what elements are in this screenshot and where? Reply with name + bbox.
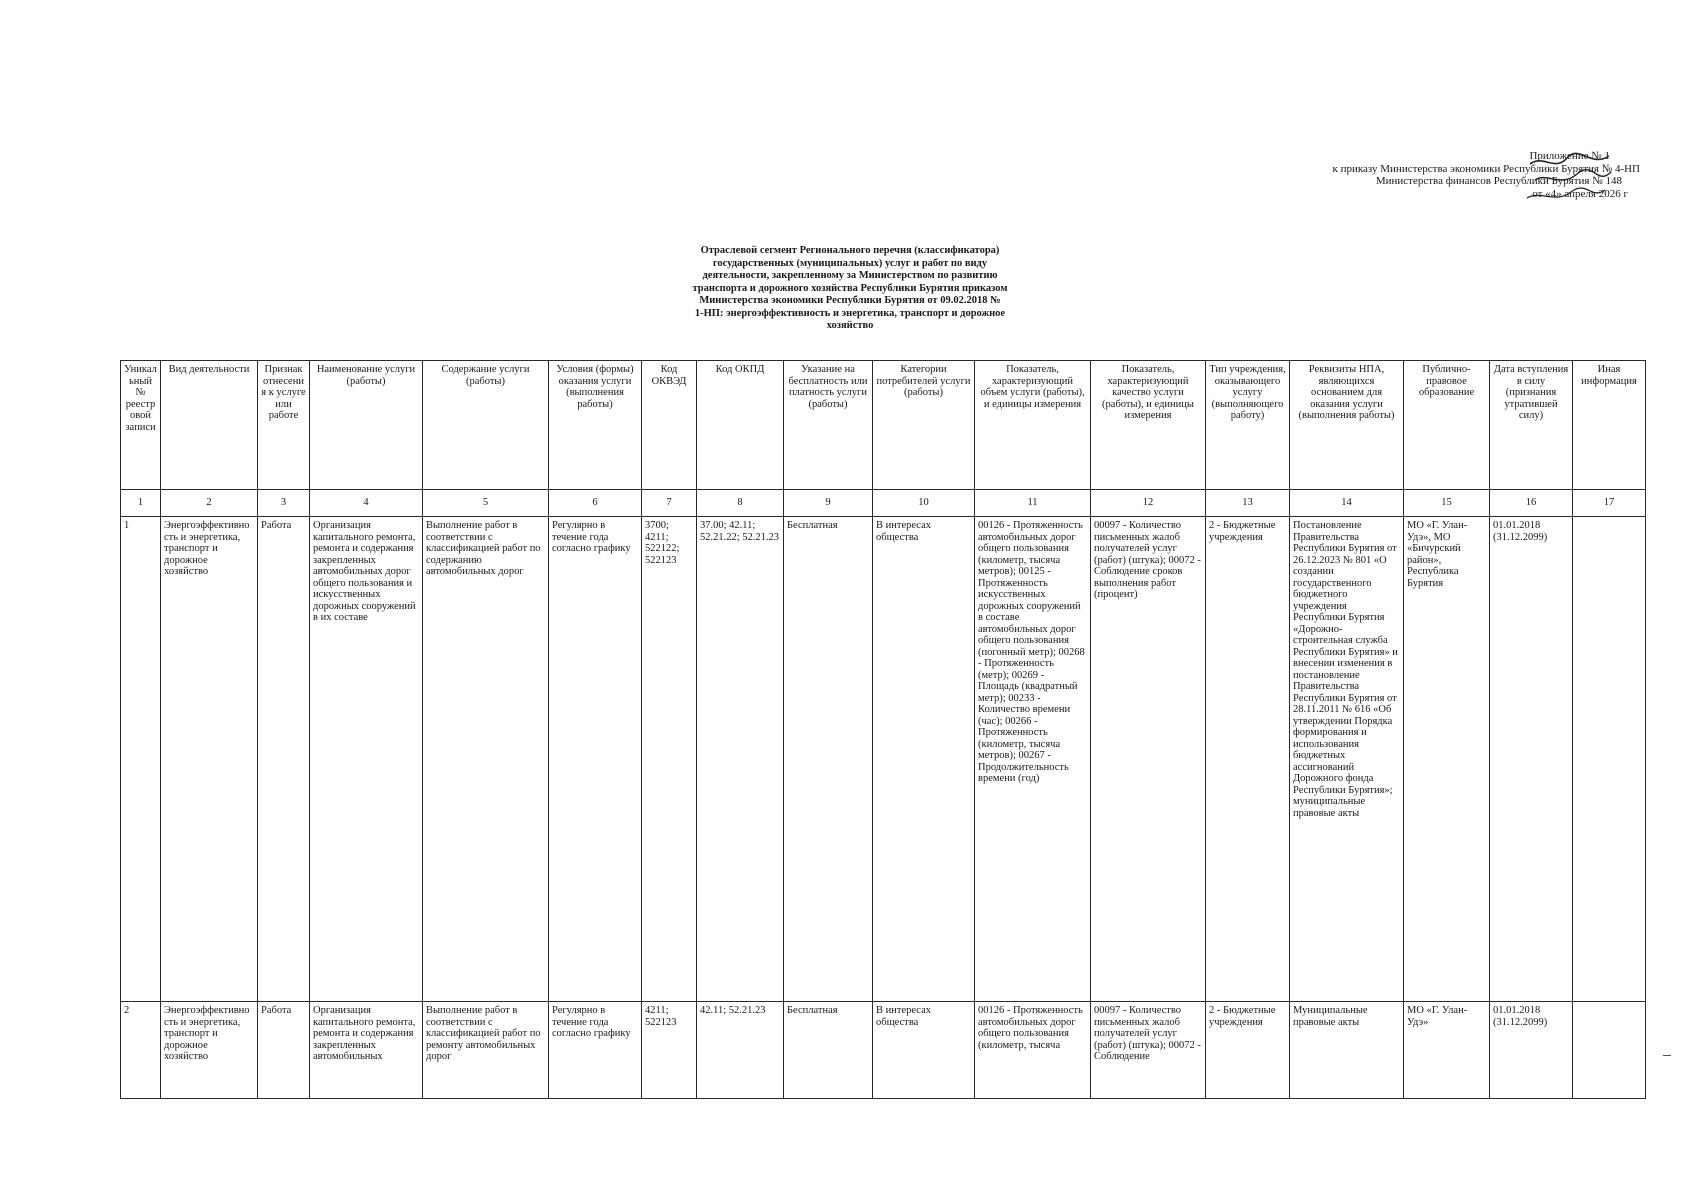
header-cell: Код ОКПД [697, 361, 784, 490]
header-cell: Публично-правовое образование [1404, 361, 1490, 490]
table-cell: 3700; 4211; 522122; 522123 [642, 517, 697, 1002]
column-number: 13 [1206, 490, 1290, 517]
header-cell: Вид деятельности [161, 361, 258, 490]
table-cell [1573, 517, 1646, 1002]
table-cell: Выполнение работ в соответствии с классификацией работ по содержанию автомобильных дорог [423, 517, 549, 1002]
table-cell: В интересах общества [873, 1002, 975, 1099]
document-title [650, 245, 1050, 333]
table-cell: 1 [121, 517, 161, 1002]
appendix-order-economy: к приказу Министерства экономики Республики Бурятия № 4-НП [1332, 162, 1640, 175]
title-line: транспорта и дорожного хозяйства Республики Бурятия приказом [692, 282, 1008, 294]
column-number: 17 [1573, 490, 1646, 517]
column-number: 6 [549, 490, 642, 517]
table-cell: Энергоэффективность и энергетика, транспорт и дорожное хозяйство [161, 1002, 258, 1099]
column-number: 1 [121, 490, 161, 517]
table-cell: МО «Г. Улан-Удэ», МО «Бичурский район», Республика Бурятия [1404, 517, 1490, 1002]
handwritten-signature [1525, 150, 1615, 210]
table-cell: 4211; 522123 [642, 1002, 697, 1099]
table-cell: Регулярно в течение года согласно графику [549, 1002, 642, 1099]
title-line: Отраслевой сегмент Регионального перечня (классификатора) [700, 245, 1000, 256]
table-cell: Бесплатная [784, 517, 873, 1002]
table-cell: Организация капитального ремонта, ремонта и содержания закрепленных автомобильных дорог общего пользования и искусственных дорожных сооружений в их составе [310, 517, 423, 1002]
table-cell: 00097 - Количество письменных жалоб получателей услуг (работ) (штука); 00072 - Соблюдение [1091, 1002, 1206, 1099]
header-cell: Показатель, характеризующий объем услуги (работы), и единицы измерения [975, 361, 1091, 490]
title-line: государственных (муниципальных) услуг и работ по виду [712, 257, 988, 269]
table-row [121, 1002, 1646, 1099]
title-line: 1-НП: энергоэффективность и энергетика, транспорт и дорожное [694, 307, 1006, 319]
column-number: 5 [423, 490, 549, 517]
table-cell: Работа [258, 517, 310, 1002]
table-cell: МО «Г. Улан-Удэ» [1404, 1002, 1490, 1099]
header-cell: Показатель, характеризующий качество услуги (работы), и единицы измерения [1091, 361, 1206, 490]
table-cell: 2 [121, 1002, 161, 1099]
column-number: 12 [1091, 490, 1206, 517]
header-cell: Категории потребителей услуги (работы) [873, 361, 975, 490]
table-cell: 2 - Бюджетные учреждения [1206, 1002, 1290, 1099]
table-cell: Энергоэффективность и энергетика, транспорт и дорожное хозяйство [161, 517, 258, 1002]
title-line: хозяйство [826, 320, 874, 331]
header-cell: Реквизиты НПА, являющихся основанием для оказания услуги (выполнения работы) [1290, 361, 1404, 490]
column-number: 7 [642, 490, 697, 517]
table-cell: 37.00; 42.11; 52.21.22; 52.21.23 [697, 517, 784, 1002]
header-cell: Условия (формы) оказания услуги (выполнения работы) [549, 361, 642, 490]
registry-table [120, 360, 1646, 1099]
table-cell: 00126 - Протяженность автомобильных дорог общего пользования (километр, тысяча метров); 00125 - Протяженность искусственных дорожных сооружений в составе автомобильных дорог общего пользования (погонный метр); 00268 - Протяженность (метр); 00269 - Площадь (квадратный метр); 00233 - Количество времени (час); 00266 - Протяженность (километр, тысяча метров); 00267 - Продолжительность времени (год) [975, 517, 1091, 1002]
column-number: 11 [975, 490, 1091, 517]
column-number-row [121, 490, 1646, 517]
header-cell: Указание на бесплатность или платность услуги (работы) [784, 361, 873, 490]
table-cell [1573, 1002, 1646, 1099]
title-line: Министерства экономики Республики Бурятия от 09.02.2018 № [699, 295, 1001, 306]
table-cell: Регулярно в течение года согласно графику [549, 517, 642, 1002]
table-cell: 00126 - Протяженность автомобильных дорог общего пользования (километр, тысяча [975, 1002, 1091, 1099]
header-cell: Дата вступления в силу (признания утратившей силу) [1490, 361, 1573, 490]
table-cell: 00097 - Количество письменных жалоб получателей услуг (работ) (штука); 00072 - Соблюдение сроков выполнения работ (процент) [1091, 517, 1206, 1002]
column-number: 10 [873, 490, 975, 517]
header-cell: Код ОКВЭД [642, 361, 697, 490]
header-cell: Содержание услуги (работы) [423, 361, 549, 490]
table-cell: Организация капитального ремонта, ремонта и содержания закрепленных автомобильных [310, 1002, 423, 1099]
header-row [121, 361, 1646, 490]
table-cell: 01.01.2018 (31.12.2099) [1490, 1002, 1573, 1099]
column-number: 14 [1290, 490, 1404, 517]
table-cell: 2 - Бюджетные учреждения [1206, 517, 1290, 1002]
header-cell: Тип учреждения, оказывающего услугу (выполняющего работу) [1206, 361, 1290, 490]
header-cell: Наименование услуги (работы) [310, 361, 423, 490]
column-number: 16 [1490, 490, 1573, 517]
column-number: 4 [310, 490, 423, 517]
column-number: 8 [697, 490, 784, 517]
scan-edge-mark [1663, 1055, 1671, 1056]
column-number: 15 [1404, 490, 1490, 517]
table-cell: Бесплатная [784, 1002, 873, 1099]
title-line: деятельности, закрепленному за Министерством по развитию [702, 270, 998, 281]
table-cell: Муниципальные правовые акты [1290, 1002, 1404, 1099]
column-number: 9 [784, 490, 873, 517]
appendix-number: Приложение № 1 [1529, 150, 1610, 162]
header-cell: Признак отнесения к услуге или работе [258, 361, 310, 490]
appendix-date: от «4» апреля 2026 г [1532, 187, 1628, 200]
header-cell: Иная информация [1573, 361, 1646, 490]
table-cell: 42.11; 52.21.23 [697, 1002, 784, 1099]
column-number: 2 [161, 490, 258, 517]
appendix-order-finance: Министерства финансов Республики Бурятия № 148 [1375, 175, 1622, 187]
table-cell: 01.01.2018 (31.12.2099) [1490, 517, 1573, 1002]
column-number: 3 [258, 490, 310, 517]
table-cell: Работа [258, 1002, 310, 1099]
table-cell: Постановление Правительства Республики Бурятия от 26.12.2023 № 801 «О создании государственного бюджетного учреждения Республики Бурятия «Дорожно-строительная служба Республики Бурятия» и внесении изменения в постановление Правительства Республики Бурятия от 28.11.2011 № 616 «Об утверждении Порядка формирования и использования бюджетных ассигнований Дорожного фонда Республики Бурятия»; муниципальные правовые акты [1290, 517, 1404, 1002]
table-row [121, 517, 1646, 1002]
header-cell: Уникальный № реестровой записи [121, 361, 161, 490]
table-cell: В интересах общества [873, 517, 975, 1002]
table-cell: Выполнение работ в соответствии с классификацией работ по ремонту автомобильных дорог [423, 1002, 549, 1099]
